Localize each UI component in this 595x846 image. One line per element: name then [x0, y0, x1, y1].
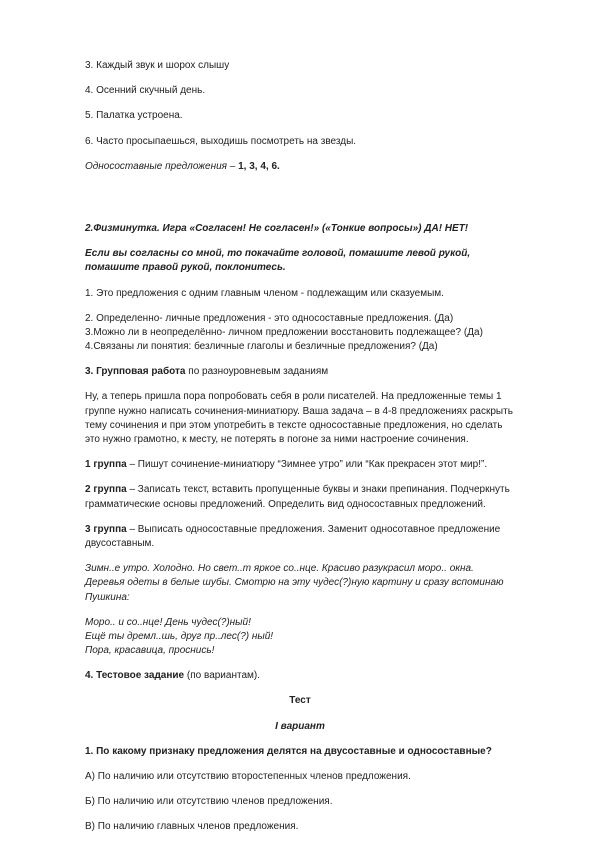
- group-work-intro: Ну, а теперь пришла пора попробовать себя в роли писателей. На предложенные темы 1 группе нужно написать сочинения-миниатюру. Ваша задача – в 4-8 предложениях раскрыть тему сочинения и при этом употребить в тексте односоставные предложения, но сделать это нужно грамотно, к месту, не потерять в погоне за ними настроение сочинения.: [85, 391, 513, 445]
- group-text: – Пишут сочинение-миниатюру “Зимнее утро” или “Как прекрасен этот мир!”.: [126, 459, 488, 471]
- fizminutka-instruction: Если вы согласны со мной, то покачайте головой, помашите левой рукой, помашите правой рукой, поклонитесь.: [85, 248, 471, 274]
- test-task-suffix: (по вариантам).: [184, 670, 260, 682]
- group-task: [85, 523, 515, 551]
- answer-label: Односоставные предложения –: [85, 160, 236, 172]
- statement-item: 3.Можно ли в неопределённо- личном предложении восстановить подлежащее? (Да): [85, 326, 483, 338]
- group-task: [85, 483, 515, 511]
- test-task-heading: [85, 669, 515, 683]
- group-work-title: 3. Групповая работа: [85, 366, 186, 378]
- fizminutka-title: 2.Физминутка. Игра «Согласен! Не согласен!» («Тонкие вопросы») ДА! НЕТ!: [85, 222, 469, 234]
- group-label: 3 группа: [85, 523, 127, 535]
- group-work-heading: [85, 365, 515, 379]
- answer-option: Б) По наличию или отсутствию членов предложения.: [85, 796, 333, 808]
- poem-line: Ещё ты дремл..шь, друг пр..лес(?) ный!: [85, 630, 274, 642]
- group-task: [85, 458, 515, 472]
- group-work-subtitle: по разноуровневым заданиям: [185, 366, 329, 378]
- answer-line: [85, 160, 515, 174]
- test-heading: Тест: [289, 695, 311, 707]
- exercise-text: Зимн..е утро. Холодно. Но свет..т яркое со..нце. Красиво разукрасил моро.. окна. Деревья одеты в белые шубы. Смотрю на эту чудес(?)ную картину и сразу вспоминаю Пушкина:: [85, 563, 504, 603]
- sentence-line: 3. Каждый звук и шорох слышу: [85, 60, 230, 71]
- statement-item: 4.Связаны ли понятия: безличные глаголы и безличные предложения? (Да): [85, 341, 438, 353]
- answer-option: В) По наличию главных членов предложения.: [85, 821, 299, 833]
- poem-line: Пора, красавица, проснись!: [85, 645, 215, 657]
- statement-item: 2. Определенно- личные предложения - это односоставные предложения. (Да): [85, 312, 454, 324]
- sentence-line: 5. Палатка устроена.: [85, 110, 183, 122]
- test-task-title: 4. Тестовое задание: [85, 670, 185, 682]
- sentence-line: 4. Осенний скучный день.: [85, 85, 206, 97]
- test-question: 1. По какому признаку предложения делятся на двусоставные и односоставные?: [85, 745, 492, 757]
- group-text: – Записать текст, вставить пропущенные буквы и знаки препинания. Подчеркнуть грамматические основы предложений. Определить вид односоставных предложений.: [85, 484, 510, 510]
- answer-value: 1, 3, 4, 6.: [235, 160, 280, 172]
- poem-line: Моро.. и со..нце! День чудес(?)ный!: [85, 616, 251, 628]
- answer-option: А) По наличию или отсутствию второстепенных членов предложения.: [85, 771, 411, 782]
- document-content: [85, 59, 515, 846]
- group-text: – Выписать односоставные предложения. Заменит односотавное предложение двусоставным.: [85, 523, 501, 549]
- group-label: 1 группа: [85, 459, 127, 471]
- sentence-line: 6. Часто просыпаешься, выходишь посмотреть на звезды.: [85, 135, 357, 147]
- group-label: 2 группа: [85, 484, 127, 496]
- statement-item: 1. Это предложения с одним главным членом - подлежащим или сказуемым.: [85, 287, 444, 299]
- variant-heading: I вариант: [275, 720, 325, 732]
